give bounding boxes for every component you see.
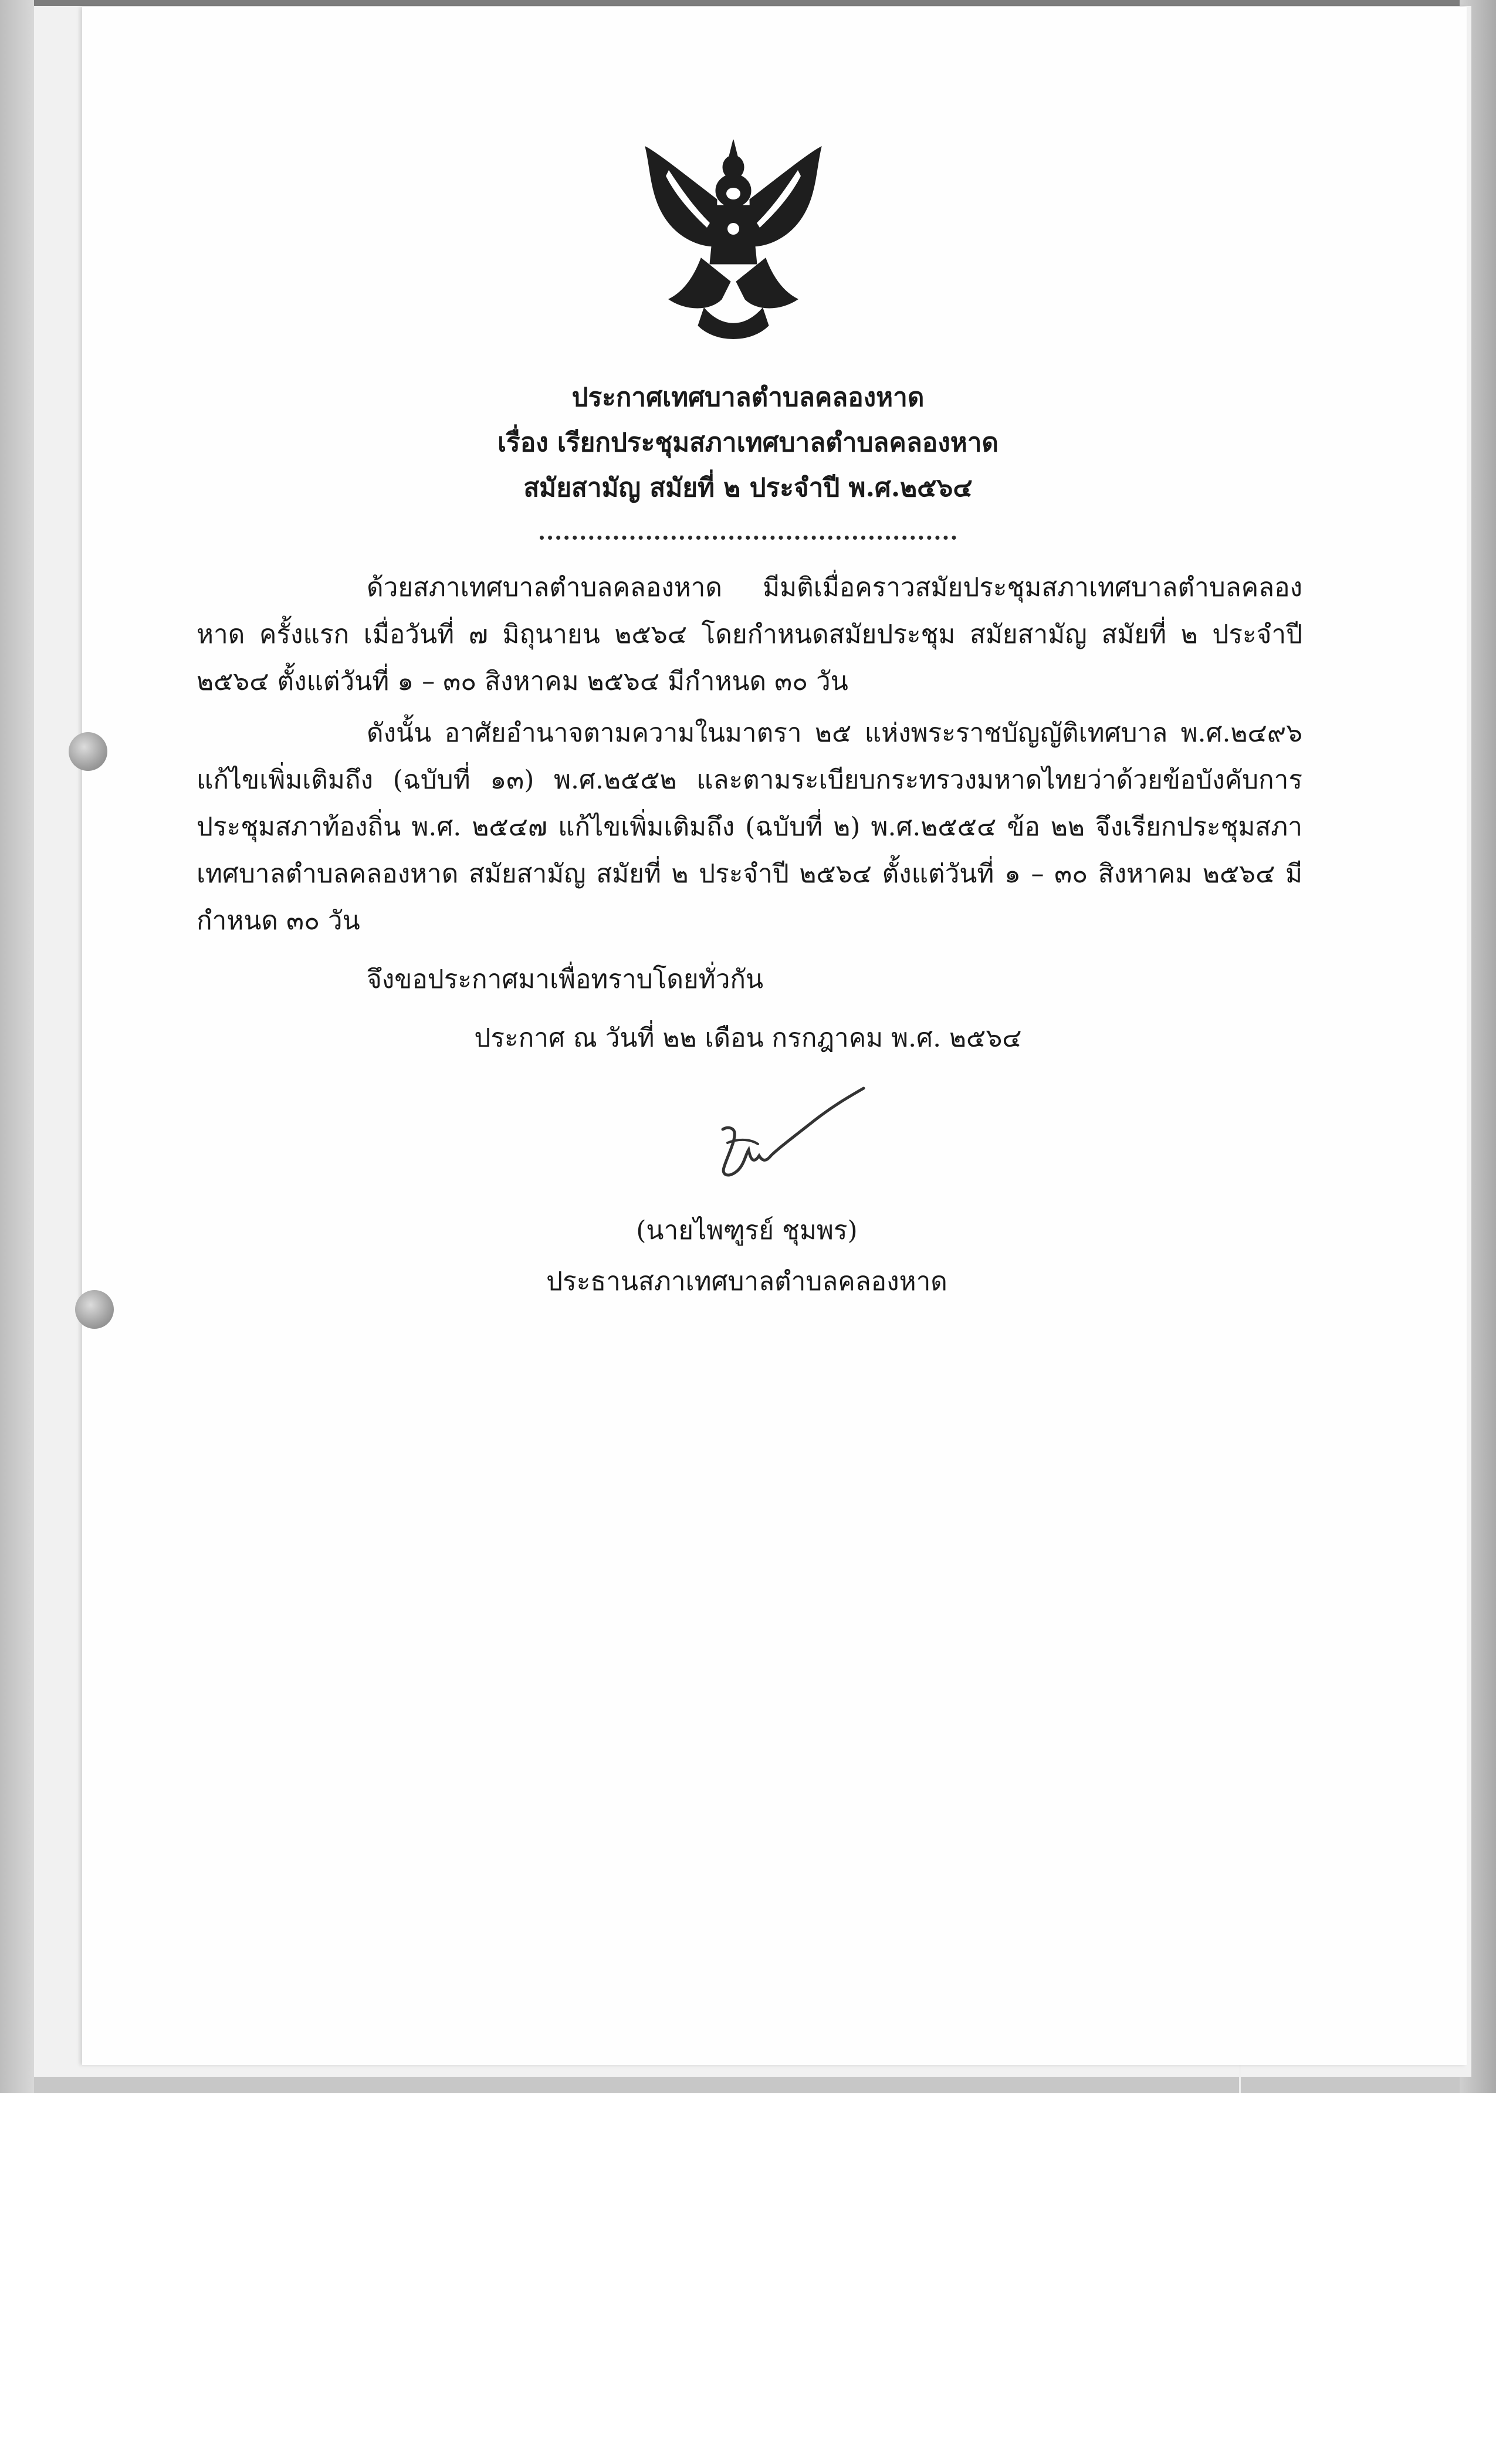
garuda-emblem-icon (634, 135, 833, 346)
body-paragraph-2: ดังนั้น อาศัยอำนาจตามความในมาตรา ๒๕ แห่งพระราชบัญญัติเทศบาล พ.ศ.๒๔๙๖ แก้ไขเพิ่มเติมถึง (ฉบับที่ ๑๓) พ.ศ.๒๕๕๒ และตามระเบียบกระทรวงมหาดไทยว่าด้วยข้อบังคับการประชุมสภาท้องถิ่น พ.ศ. ๒๕๔๗ แก้ไขเพิ่มเติมถึง (ฉบับที่ ๒) พ.ศ.๒๕๕๔ ข้อ ๒๒ จึงเรียกประชุมสภาเทศบาลตำบลคลองหาด สมัยสามัญ สมัยที่ ๒ ประจำปี ๒๕๖๔ ตั้งแต่วันที่ ๑ – ๓๐ สิงหาคม ๒๕๖๔ มีกำหนด ๓๐ วัน (197, 718, 1302, 936)
closing-line: จึงขอประกาศมาเพื่อทราบโดยทั่วกัน (367, 964, 764, 994)
handwritten-signature (710, 1074, 868, 1191)
date-line: ประกาศ ณ วันที่ ๒๒ เดือน กรกฎาคม พ.ศ. ๒๕๖๔ (474, 1023, 1022, 1053)
signatory-name: (นายไพฑูรย์ ชุมพร) (636, 1216, 858, 1245)
punch-hole-upper (69, 732, 107, 771)
signatory-position: ประธานสภาเทศบาลตำบลคลองหาด (546, 1267, 947, 1297)
announcement-session: สมัยสามัญ สมัยที่ ๒ ประจำปี พ.ศ.๒๕๖๔ (523, 473, 973, 503)
announcement-subject: เรื่อง เรียกประชุมสภาเทศบาลตำบลคลองหาด (497, 428, 999, 458)
dotted-separator (540, 531, 956, 540)
body-paragraph-1: ด้วยสภาเทศบาลตำบลคลองหาด มีมติเมื่อคราวสมัยประชุมสภาเทศบาลตำบลคลองหาด ครั้งแรก เมื่อวันที่ ๗ มิถุนายน ๒๕๖๔ โดยกำหนดสมัยประชุม สมัยสามัญ สมัยที่ ๒ ประจำปี ๒๕๖๔ ตั้งแต่วันที่ ๑ – ๓๐ สิงหาคม ๒๕๖๔ มีกำหนด ๓๐ วัน (197, 573, 1302, 696)
announcement-title: ประกาศเทศบาลตำบลคลองหาด (571, 383, 925, 412)
